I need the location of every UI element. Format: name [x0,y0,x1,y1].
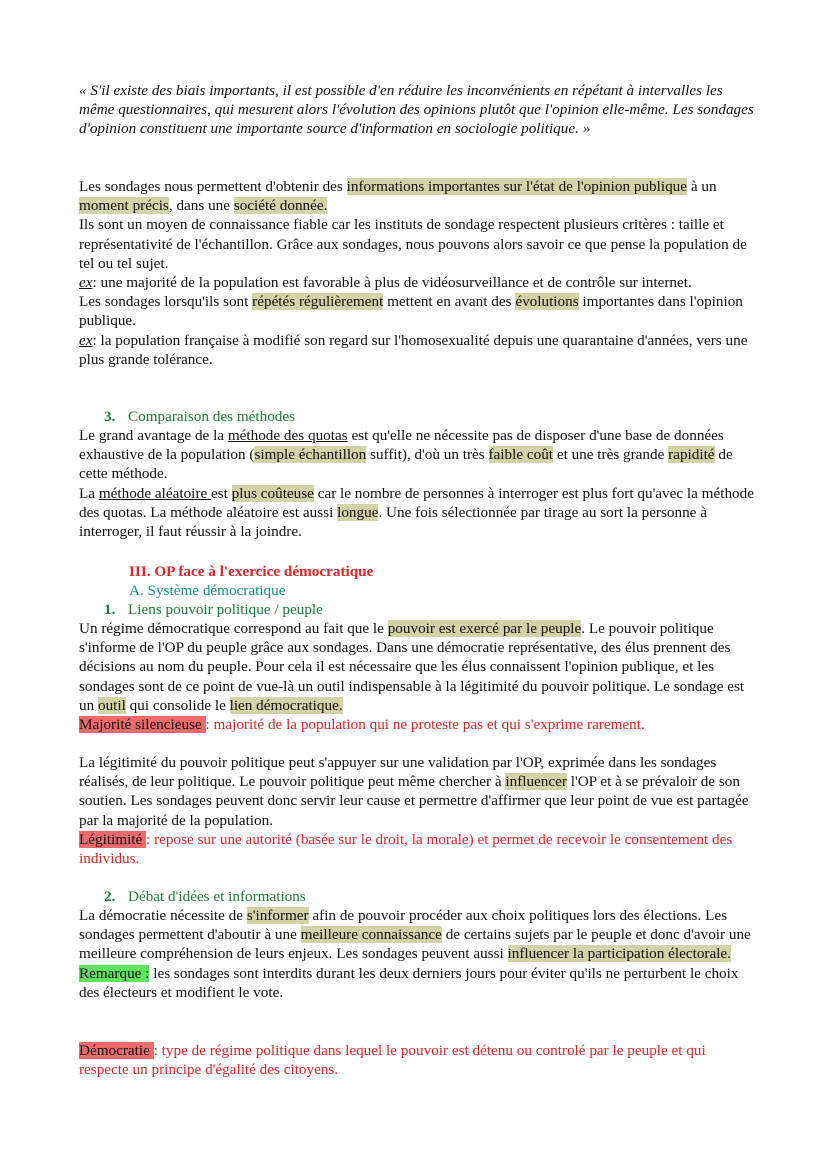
text: , dans une [168,197,234,215]
text: Les sondages nous permettent d'obtenir des [79,178,347,195]
section-number: 1. [104,601,116,618]
section-title: Débat d'idées et informations [128,888,306,905]
definition-democratie [79,1041,755,1079]
example-label: ex [79,331,93,349]
highlight-lien-democratique: lien démocratique. [229,696,343,714]
highlight-informations: informations importantes sur l'état de l'opinion publique [346,178,688,195]
highlight-longue: longue [337,503,379,521]
intro-quote: « S'il existe des biais importants, il est possible d'en réduire les inconvénients en répétant à intervalles les même questionnaires, qui mesurent alors l'évolution des opinions plutôt que l'opinion elle-même. Les sondages d'opinion constituent une importante source d'information en sociologie politique. » [79,82,754,138]
section-title: Liens pouvoir politique / peuple [128,601,323,618]
text: Le grand avantage de la [79,427,228,444]
text: afin de pouvoir procéder aux choix politiques lors des élections. Les sondages permettent d'aboutir à une [79,907,727,944]
text: est qu'elle ne nécessite pas de disposer d'une base de données exhaustive de la population ( [79,427,724,464]
text: La démocratie nécessite de [79,907,247,924]
highlight-rapidite: rapidité [668,446,715,464]
section-heading-1 [104,600,754,619]
remark-label: Remarque : [79,964,150,982]
definition-text: : type de régime politique dans lequel le pouvoir est détenu ou controlé par le peuple et qui respecte un principe d'égalité des citoyens. [79,1042,706,1079]
highlight-societe-donnee: société donnée. [233,197,328,215]
highlight-evolutions: évolutions [515,293,579,311]
highlight-outil: outil [97,696,126,714]
text: l'OP et à se prévaloir de son soutien. Les sondages peuvent donc servir leur cause et permettre d'affirmer que leur point de vue est partagée par la majorité de la population. [79,773,749,829]
highlight-repetes: répétés régulièrement [252,293,384,311]
highlight-influencer: influencer [505,773,567,791]
example-text: : la population française à modifié son regard sur l'homosexualité depuis une quarantaine d'années, vers une plus grande tolérance. [79,331,748,368]
text: La [79,484,99,502]
highlight-meilleure-connaissance: meilleure connaissance [300,926,442,944]
highlight-s-informer: s'informer [246,907,309,924]
definition-term: Légitimité [79,830,147,848]
definition-term: Majorité silencieuse [79,716,206,734]
section-number: 2. [104,888,116,905]
underline-quotas: méthode des quotas [227,427,348,444]
example-text: : une majorité de la population est favorable à plus de vidéosurveillance et de contrôle sur internet. [92,274,692,292]
highlight-moment-precis: moment précis [79,197,169,215]
text-fiabilite: Ils sont un moyen de connaissance fiable car les instituts de sondage respectent plusieurs critères : taille et représentativité de l'échantillon. Grâce aux sondages, nous pouvons alors savoir ce que pense la population de tel ou tel sujet. [79,216,747,272]
text: de certains sujets par le peuple et donc d'avoir une meilleure compréhension de leurs enjeux. Les sondages peuvent aussi [79,926,751,963]
text: Un régime démocratique correspond au fait que le [79,620,388,637]
text: importantes dans l'opinion publique. [79,293,743,330]
underline-aleatoire: méthode aléatoire [98,484,211,502]
definition-term: Démocratie [79,1042,154,1059]
highlight-participation: influencer la participation électorale. [507,945,731,963]
highlight-faible-cout: faible coût [488,446,554,464]
highlight-simple-echantillon: simple échantillon [254,446,367,464]
paragraph-debat [79,906,755,1002]
text: et une très grande [553,446,669,464]
remark-text: les sondages sont interdits durant les deux derniers jours pour éviter qu'ils ne perturbent le choix des électeurs et modifient le vote. [79,964,739,1001]
text: est [211,484,232,502]
paragraph-sondages-info [79,177,755,369]
subsection-title: A. Système démocratique [129,582,286,599]
paragraph-legitimite [79,753,755,868]
text: à un [687,178,717,195]
section-heading-2 [104,887,754,906]
text: Les sondages lorsqu'ils sont [79,293,253,311]
definition-text: : repose sur une autorité (basée sur le droit, la morale) et permet de recevoir le consentement des individus. [79,830,733,868]
section-number: 3. [104,408,116,425]
highlight-plus-couteuse: plus coûteuse [231,484,314,502]
definition-text: : majorité de la population qui ne proteste pas et qui s'exprime rarement. [205,716,645,734]
highlight-pouvoir-peuple: pouvoir est exercé par le peuple [387,620,582,637]
text: La légitimité du pouvoir politique peut s'appuyer sur une validation par l'OP, exprimée dans les sondages réalisés, de leur politique. Le pouvoir politique peut même chercher à [79,754,717,791]
section-title: Comparaison des méthodes [128,408,296,425]
example-label: ex [79,274,93,292]
text: . Le pouvoir politique s'informe de l'OP du peuple grâce aux sondages. Dans une démocratie représentative, des élus prennent des décisions au nom du peuple. Pour cela il est nécessaire que les élus connaissent l'opinion publique, et les sondages sont de ce point de vue-là un outil indispensable à la légitimité du pouvoir politique. Le sondage est un [79,620,745,714]
part-title: III. OP face à l'exercice démocratique [129,563,374,580]
text: suffit), d'où un très [366,446,489,464]
text: car le nombre de personnes à interroger est plus fort qu'avec la méthode des quotas. La méthode aléatoire est aussi [79,484,754,521]
text: qui consolide le [125,696,230,714]
paragraph-regime-democratique [79,619,755,734]
section-heading-3 [104,407,754,426]
text: de cette méthode. [79,446,733,483]
text: . Une fois sélectionnée par tirage au sort la personne à interroger, il faut réussir à la joindre. [79,503,707,541]
text: mettent en avant des [383,293,516,311]
paragraph-methodes [79,426,755,541]
